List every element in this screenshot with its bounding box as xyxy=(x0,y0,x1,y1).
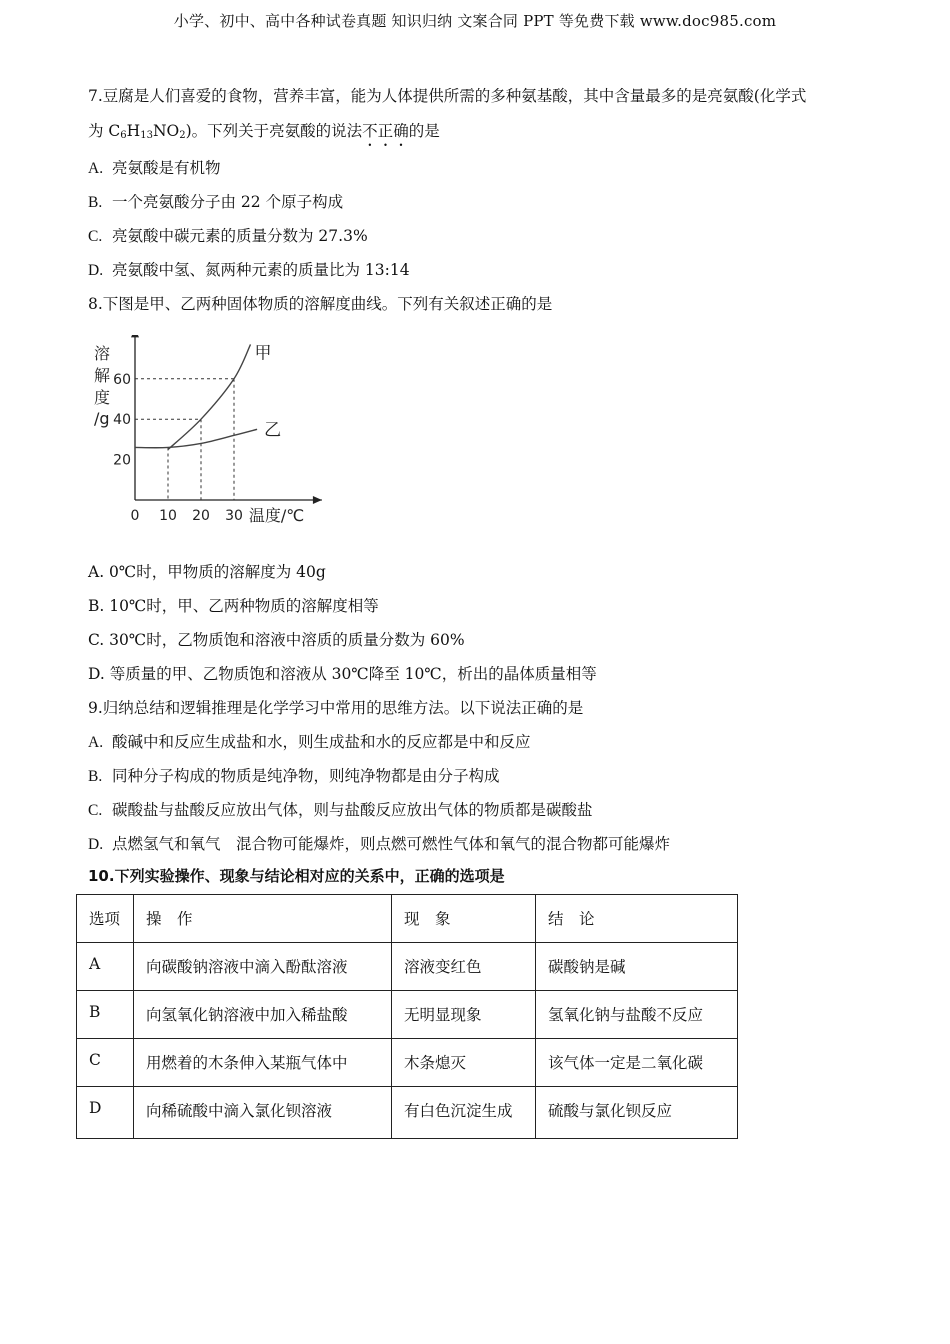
table-cell: 向稀硫酸中滴入氯化钡溶液 xyxy=(134,1087,392,1139)
x-tick-label: 0 xyxy=(130,508,140,524)
q8-option-d: D. 等质量的甲、乙物质饱和溶液从 30℃降至 10℃，析出的晶体质量相等 xyxy=(88,665,597,683)
q10-stem: 10.下列实验操作、现象与结论相对应的关系中，正确的选项是 xyxy=(88,867,505,885)
y-tick-label: 20 xyxy=(113,452,131,469)
table-header-cell: 结 论 xyxy=(536,895,738,943)
q9-option-a: A. 酸碱中和反应生成盐和水，则生成盐和水的反应都是中和反应 xyxy=(88,733,531,751)
table-row xyxy=(77,1087,738,1139)
series-jia-label: 甲 xyxy=(254,343,272,364)
y-axis-label: 溶 xyxy=(94,344,111,363)
table-cell: 溶液变红色 xyxy=(392,943,536,991)
x-axis-label: 温度/℃ xyxy=(248,506,305,525)
q7-option-b: B. 一个亮氨酸分子由 22 个原子构成 xyxy=(88,193,344,211)
table-cell: 碳酸钠是碱 xyxy=(536,943,738,991)
table-row xyxy=(77,943,738,991)
q9-option-c: C. 碳酸盐与盐酸反应放出气体，则与盐酸反应放出气体的物质都是碳酸盐 xyxy=(88,801,593,819)
q7-stem-line2 xyxy=(88,119,440,141)
y-tick-label: 40 xyxy=(113,412,131,429)
q7-option-a: A. 亮氨酸是有机物 xyxy=(88,159,221,177)
q7-stem-mid: )。下列关于亮氨酸的说法 xyxy=(185,122,363,140)
q7-stem-line1: 7.豆腐是人们喜爱的食物，营养丰富，能为人体提供所需的多种氨基酸，其中含量最多的是亮氨酸(化学式 xyxy=(88,87,807,105)
table-cell: 向氢氧化钠溶液中加入稀盐酸 xyxy=(134,991,392,1039)
q7-sub-o: 2 xyxy=(179,130,186,141)
table-header-cell: 操 作 xyxy=(134,895,392,943)
q7-option-d: D. 亮氨酸中氢、氮两种元素的质量比为 13:14 xyxy=(88,261,410,279)
solubility-chart xyxy=(85,335,325,535)
x-tick-label: 20 xyxy=(192,508,210,524)
y-axis-label: 解 xyxy=(94,366,111,385)
q7-emph-char: 确 xyxy=(393,122,409,140)
table-cell: 硫酸与氯化钡反应 xyxy=(536,1087,738,1139)
series-yi-label: 乙 xyxy=(264,420,282,441)
q7-formula-c: 为 C xyxy=(88,122,121,140)
table-cell: 木条熄灭 xyxy=(392,1039,536,1087)
x-axis-arrow xyxy=(313,496,322,504)
y-axis-label: /g xyxy=(94,409,110,428)
q10-table xyxy=(76,894,738,1139)
series-yi-line xyxy=(135,429,257,447)
table-row xyxy=(77,1039,738,1087)
q7-sub-h: 13 xyxy=(140,130,153,141)
q9-option-d: D. 点燃氢气和氧气 混合物可能爆炸，则点燃可燃性气体和氧气的混合物都可能爆炸 xyxy=(88,835,671,853)
table-cell: 向碳酸钠溶液中滴入酚酞溶液 xyxy=(134,943,392,991)
q8-option-a: A. 0℃时，甲物质的溶解度为 40g xyxy=(88,563,326,581)
table-header-row xyxy=(77,895,738,943)
x-tick-label: 30 xyxy=(225,508,243,524)
y-axis-arrow xyxy=(131,335,139,337)
q7-emph-char: 不 xyxy=(362,122,378,140)
table-cell: A xyxy=(77,943,134,991)
y-axis-label: 度 xyxy=(94,388,111,407)
table-header-cell: 选项 xyxy=(77,895,134,943)
q7-option-c: C. 亮氨酸中碳元素的质量分数为 27.3% xyxy=(88,227,368,245)
q8-stem: 8.下图是甲、乙两种固体物质的溶解度曲线。下列有关叙述正确的是 xyxy=(88,295,553,313)
table-row xyxy=(77,991,738,1039)
q8-option-b: B. 10℃时，甲、乙两种物质的溶解度相等 xyxy=(88,597,379,615)
q7-formula-h: H xyxy=(126,122,141,140)
q9-stem: 9.归纳总结和逻辑推理是化学学习中常用的思维方法。以下说法正确的是 xyxy=(88,699,584,717)
q7-emph-char: 正 xyxy=(377,122,394,140)
q7-stem-end: 的是 xyxy=(408,122,440,140)
table-cell: D xyxy=(77,1087,134,1139)
page-header: 小学、初中、高中各种试卷真题 知识归纳 文案合同 PPT 等免费下载 www.doc985.com xyxy=(173,12,777,30)
q7-formula-no: NO xyxy=(152,122,180,140)
q8-option-c: C. 30℃时，乙物质饱和溶液中溶质的质量分数为 60% xyxy=(88,631,465,649)
table-cell: 无明显现象 xyxy=(392,991,536,1039)
q9-option-b: B. 同种分子构成的物质是纯净物，则纯净物都是由分子构成 xyxy=(88,767,500,785)
table-cell: 氢氧化钠与盐酸不反应 xyxy=(536,991,738,1039)
table-cell: C xyxy=(77,1039,134,1087)
table-cell: B xyxy=(77,991,134,1039)
table-cell: 用燃着的木条伸入某瓶气体中 xyxy=(134,1039,392,1087)
table-cell: 该气体一定是二氧化碳 xyxy=(536,1039,738,1087)
x-tick-label: 10 xyxy=(159,508,177,524)
y-tick-label: 60 xyxy=(113,371,131,388)
table-header-cell: 现 象 xyxy=(392,895,536,943)
table-cell: 有白色沉淀生成 xyxy=(392,1087,536,1139)
q7-sub-c: 6 xyxy=(120,130,127,141)
